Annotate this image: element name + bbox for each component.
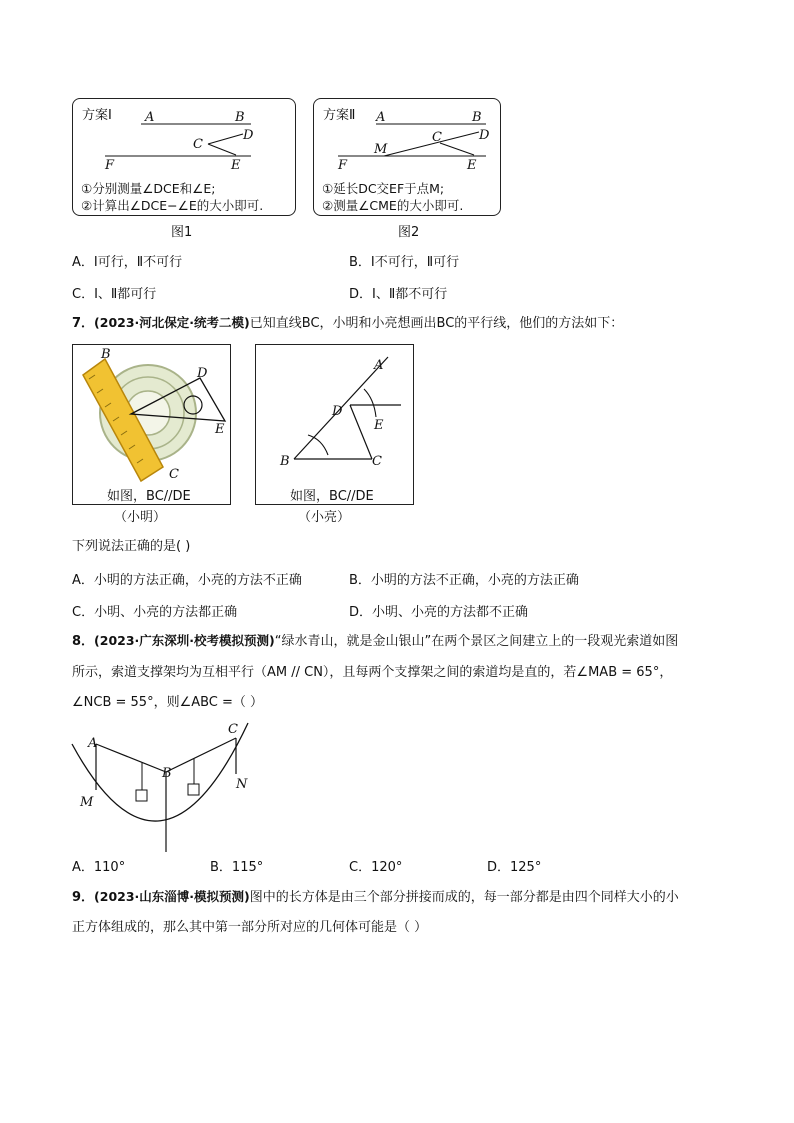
xiaoliang-diagram [256, 345, 413, 485]
plan1-label-e: E [231, 158, 241, 173]
xiaoliang-label-d: D [332, 404, 343, 419]
xiaoliang-note: 如图，BC//DE [290, 489, 374, 504]
plan2-label-m: M [374, 142, 388, 157]
q9-source: (2023·山东淄博·模拟预测) [94, 889, 250, 904]
q8-line2: 所示，索道支撑架均为互相平行（AM // CN），且每两个支撑架之间的索道均是直的，若∠MAB = 65°， [72, 665, 673, 680]
xiaoming-note: 如图，BC//DE [107, 489, 191, 504]
q8-label-m: M [80, 795, 94, 810]
q9-number: 9． [72, 890, 95, 905]
plan2-caption: 图2 [398, 225, 420, 240]
q8-option-d[interactable]: D．125° [487, 860, 542, 875]
q9-line1: 图中的长方体是由三个部分拼接而成的，每一部分都是由四个同样大小的小 [249, 890, 679, 905]
q7-fig-xiaoming [72, 344, 231, 505]
q7-question: 下列说法正确的是( ) [72, 539, 191, 554]
q8-line1: “绿水青山，就是金山银山”在两个景区之间建立上的一段观光索道如图 [274, 634, 679, 649]
q8-number: 8． [72, 634, 95, 649]
xiaoming-label-d: D [197, 366, 208, 381]
q7-option-d[interactable]: D．小明、小亮的方法都不正确 [349, 605, 529, 620]
plan2-diagram [314, 99, 500, 179]
q9-stem-line1 [72, 888, 679, 907]
q6-option-c[interactable]: C．Ⅰ、Ⅱ都可行 [72, 287, 157, 302]
plan1-box [72, 98, 296, 216]
q8-stem-line1 [72, 632, 678, 651]
xiaoliang-label-c: C [372, 454, 382, 469]
plan2-label-b: B [472, 110, 482, 125]
xiaoming-label-e: E [215, 422, 225, 437]
q8-label-a: A [88, 736, 98, 751]
plan2-label-c: C [432, 130, 442, 145]
plan1-label-c: C [193, 137, 203, 152]
q7-stem [72, 314, 623, 333]
plan2-step1: ①延长DC交EF于点M; [322, 181, 445, 196]
xiaoming-label-c: C [169, 467, 179, 482]
q8-label-c: C [228, 722, 238, 737]
q8-cableway-diagram [66, 718, 256, 853]
plan2-title: 方案Ⅱ [323, 108, 356, 123]
plan1-label-a: A [145, 110, 155, 125]
plan1-label-b: B [235, 110, 245, 125]
plan1-step1: ①分别测量∠DCE和∠E; [81, 181, 216, 196]
q6-option-d[interactable]: D．Ⅰ、Ⅱ都不可行 [349, 287, 448, 302]
q7-text: 已知直线BC，小明和小亮想画出BC的平行线，他们的方法如下： [249, 316, 624, 331]
q8-source: (2023·广东深圳·校考模拟预测) [94, 633, 275, 648]
xiaoliang-label-e: E [374, 418, 384, 433]
xiaoliang-caption: （小亮） [298, 510, 351, 525]
plan1-label-f: F [105, 158, 115, 173]
q8-option-b[interactable]: B．115° [210, 860, 264, 875]
plan2-label-a: A [376, 110, 386, 125]
q8-label-n: N [236, 777, 248, 792]
q7-fig-xiaoliang [255, 344, 414, 505]
plan1-label-d: D [243, 128, 254, 143]
q6-option-b[interactable]: B．Ⅰ不可行，Ⅱ可行 [349, 255, 460, 270]
xiaoliang-label-b: B [280, 454, 290, 469]
plan1-step2: ②计算出∠DCE−∠E的大小即可. [81, 198, 264, 213]
plan2-step2: ②测量∠CME的大小即可. [322, 198, 464, 213]
q7-option-b[interactable]: B．小明的方法不正确，小亮的方法正确 [349, 573, 579, 588]
xiaoming-label-b: B [101, 347, 111, 362]
xiaoliang-label-a: A [374, 358, 384, 373]
plan1-diagram [73, 99, 295, 179]
q6-option-a[interactable]: A．Ⅰ可行，Ⅱ不可行 [72, 255, 183, 270]
q7-option-a[interactable]: A．小明的方法正确，小亮的方法不正确 [72, 573, 302, 588]
q8-option-c[interactable]: C．120° [349, 860, 403, 875]
plan2-label-d: D [479, 128, 490, 143]
q8-label-b: B [162, 766, 172, 781]
plan2-label-f: F [338, 158, 348, 173]
xiaoming-caption: （小明） [114, 510, 167, 525]
plan2-box [313, 98, 501, 216]
q7-source: (2023·河北保定·统考二模) [94, 315, 250, 330]
q7-option-c[interactable]: C．小明、小亮的方法都正确 [72, 605, 238, 620]
q9-line2: 正方体组成的，那么其中第一部分所对应的几何体可能是（ ） [72, 920, 428, 935]
q7-number: 7． [72, 316, 95, 331]
q8-option-a[interactable]: A．110° [72, 860, 126, 875]
plan1-caption: 图1 [171, 225, 193, 240]
xiaoming-diagram [73, 345, 230, 485]
q8-line3: ∠NCB = 55°，则∠ABC =（ ） [72, 695, 264, 710]
plan1-title: 方案Ⅰ [82, 108, 112, 123]
plan2-label-e: E [467, 158, 477, 173]
